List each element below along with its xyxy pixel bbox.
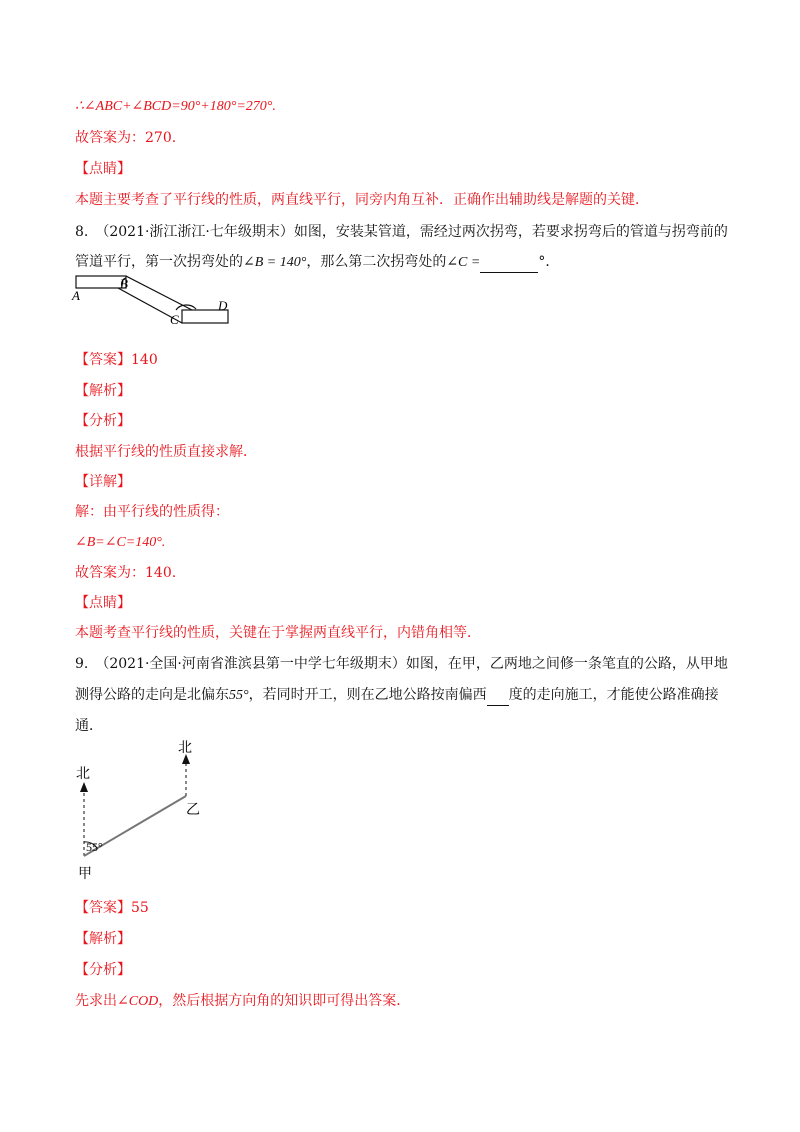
north-label-1: 北 <box>76 767 90 782</box>
q8-fenxi-text: 根据平行线的性质直接求解． <box>75 444 257 460</box>
label-A: A <box>72 288 80 303</box>
label-yi: 乙 <box>186 803 200 818</box>
solution-line-1: ∴∠ABC+∠BCD=90°+180°=270°. <box>75 99 276 114</box>
pipe-figure <box>72 272 242 332</box>
q9-line-3: 通． <box>75 718 103 734</box>
q8-dianjing-text: 本题考查平行线的性质，关键在于掌握两直线平行，内错角相等． <box>75 625 481 641</box>
heading-dianjing: 【点睛】 <box>75 161 131 177</box>
q8-heading-jiexi: 【解析】 <box>75 383 131 399</box>
q8-xiangjie-1: 解：由平行线的性质得： <box>75 504 229 520</box>
q8-heading-xiangjie: 【详解】 <box>75 474 131 490</box>
q8-xiangjie-3: 故答案为：140. <box>75 565 177 581</box>
q9-fenxi-text: 先求出∠COD，然后根据方向角的知识即可得出答案． <box>75 993 411 1009</box>
direction-figure <box>70 738 230 888</box>
north-label-2: 北 <box>178 741 192 756</box>
q8-heading-fenxi: 【分析】 <box>75 413 131 429</box>
label-C: C <box>170 312 179 327</box>
q9-answer: 【答案】55 <box>75 900 149 916</box>
q8-answer: 【答案】140 <box>75 352 158 368</box>
q9-heading-fenxi: 【分析】 <box>75 962 131 978</box>
dianjing-text-1: 本题主要考查了平行线的性质，两直线平行，同旁内角互补．正确作出辅助线是解题的关键． <box>75 192 649 208</box>
label-jia: 甲 <box>78 867 92 882</box>
q8-heading-dianjing: 【点睛】 <box>75 595 131 611</box>
q9-heading-jiexi: 【解析】 <box>75 931 131 947</box>
q8-line-2: 管道平行，第一次拐弯处的∠B = 140°，那么第二次拐弯处的∠C = °． <box>75 252 559 273</box>
q8-line-1: 8. （2021·浙江浙江·七年级期末）如图，安装某管道，需经过两次拐弯，若要求拐弯后的管道与拐弯前的 <box>75 224 728 240</box>
answer-line-270: 故答案为：270. <box>75 130 177 146</box>
angle-label-55: 55° <box>86 840 103 854</box>
q9-line-1: 9. （2021·全国·河南省淮滨县第一中学七年级期末）如图，在甲，乙两地之间修一条笔直的公路，从甲地 <box>75 656 728 672</box>
q9-line-2: 测得公路的走向是北偏东55°，若同时开工，则在乙地公路按南偏西 度的走向施工，才能使公路准确接 <box>75 685 719 706</box>
q8-xiangjie-2: ∠B=∠C=140°. <box>75 535 166 550</box>
label-B: B <box>120 276 128 291</box>
label-D: D <box>218 298 228 313</box>
